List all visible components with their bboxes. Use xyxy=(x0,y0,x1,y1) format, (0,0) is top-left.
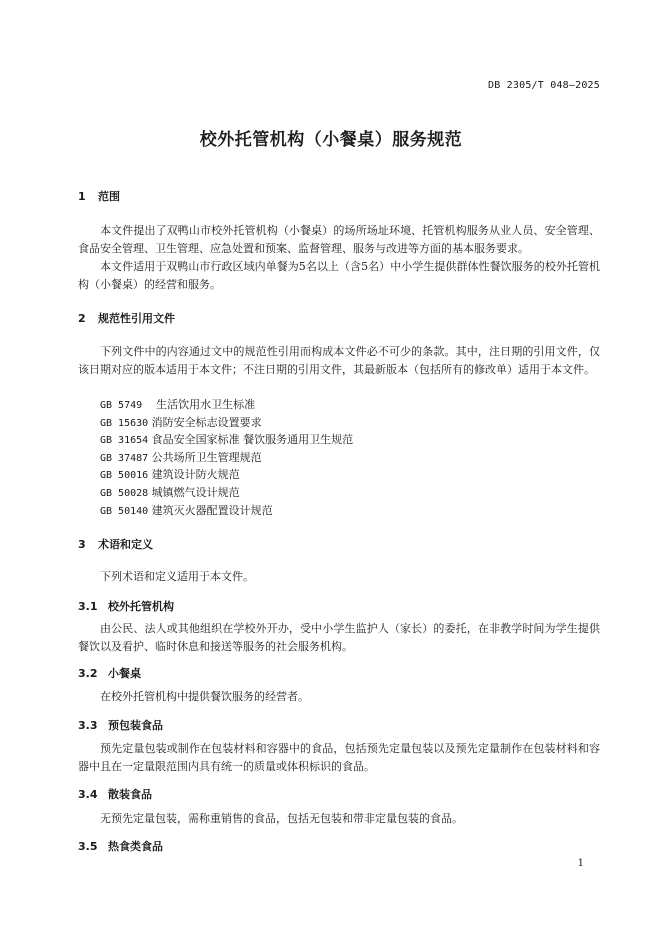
term-number: 3.1 xyxy=(78,600,98,613)
reference-code: GB 50028 xyxy=(100,488,149,499)
document-title: 校外托管机构（小餐桌）服务规范 xyxy=(199,130,463,150)
term-title: 预包装食品 xyxy=(108,719,163,732)
term-number: 3.4 xyxy=(78,788,98,801)
reference-code: GB 15630 xyxy=(100,417,149,429)
document-number: DB 2305/T 048—2025 xyxy=(488,80,600,91)
reference-item xyxy=(100,414,262,433)
reference-code: GB 5749 xyxy=(100,400,143,411)
term-number: 3.2 xyxy=(78,667,98,680)
term-3-4-heading xyxy=(78,786,152,802)
section-number: 1 xyxy=(78,190,86,203)
reference-item xyxy=(100,449,262,468)
term-title: 校外托管机构 xyxy=(108,600,174,613)
reference-title: 公共场所卫生管理规范 xyxy=(151,450,262,464)
reference-code: GB 50016 xyxy=(100,470,149,482)
section-1-paragraph-1: 本文件提出了双鸭山市校外托管机构（小餐桌）的场所场址环境、托管机构服务从业人员、安全管理、食品安全管理、卫生管理、应急处置和预案、监督管理、服务与改进等方面的基本服务要求。 xyxy=(78,224,600,255)
reference-item xyxy=(100,466,240,485)
reference-title: 建筑灭火器配置设计规范 xyxy=(151,503,273,517)
term-3-2-definition: 在校外托管机构中提供餐饮服务的经营者。 xyxy=(100,690,309,703)
section-2-heading xyxy=(78,310,175,326)
reference-title: 建筑设计防火规范 xyxy=(151,468,240,482)
page-number: 1 xyxy=(577,858,584,869)
term-title: 散装食品 xyxy=(108,788,152,801)
reference-item xyxy=(100,484,240,503)
section-number: 2 xyxy=(78,312,86,325)
reference-item xyxy=(100,431,353,450)
section-1-paragraph-2: 本文件适用于双鸭山市行政区域内单餐为5名以上（含5名）中小学生提供群体性餐饮服务的校外托管机构（小餐桌）的经营和服务。 xyxy=(78,260,600,291)
reference-title: 食品安全国家标准 餐饮服务通用卫生规范 xyxy=(151,433,354,447)
section-2-paragraph-1: 下列文件中的内容通过文中的规范性引用而构成本文件必不可少的条款。其中，注日期的引用文件，仅该日期对应的版本适用于本文件；不注日期的引用文件，其最新版本（包括所有的修改单）适用于本文件。 xyxy=(78,345,600,376)
reference-code: GB 37487 xyxy=(100,452,149,464)
reference-code: GB 50140 xyxy=(100,505,149,517)
section-3-paragraph-1: 下列术语和定义适用于本文件。 xyxy=(100,570,254,583)
term-title: 小餐桌 xyxy=(108,667,141,680)
reference-item xyxy=(100,396,255,415)
section-1-heading xyxy=(78,188,120,204)
term-number: 3.5 xyxy=(78,840,98,853)
section-3-heading xyxy=(78,536,153,552)
section-title: 规范性引用文件 xyxy=(98,312,175,325)
section-title: 术语和定义 xyxy=(98,538,153,551)
section-number: 3 xyxy=(78,538,86,551)
term-3-5-heading xyxy=(78,838,163,854)
term-3-3-heading xyxy=(78,717,163,733)
term-3-3-definition: 预先定量包装或制作在包装材料和容器中的食品，包括预先定量包装以及预先定量制作在包装材料和容器中且在一定量限范围内具有统一的质量或体积标识的食品。 xyxy=(78,742,600,773)
term-number: 3.3 xyxy=(78,719,98,732)
reference-item xyxy=(100,502,273,521)
term-3-1-definition: 由公民、法人或其他组织在学校外开办，受中小学生监护人（家长）的委托，在非教学时间为学生提供餐饮以及看护、临时休息和接送等服务的社会服务机构。 xyxy=(78,622,600,653)
reference-title: 消防安全标志设置要求 xyxy=(151,415,262,429)
section-title: 范围 xyxy=(98,190,120,203)
term-title: 热食类食品 xyxy=(108,840,163,853)
reference-code: GB 31654 xyxy=(100,435,149,447)
term-3-2-heading xyxy=(78,665,141,681)
reference-title: 城镇燃气设计规范 xyxy=(151,486,240,499)
term-3-1-heading xyxy=(78,598,174,614)
reference-title: 生活饮用水卫生标准 xyxy=(156,398,256,411)
term-3-4-definition: 无预先定量包装，需称重销售的食品，包括无包装和带非定量包装的食品。 xyxy=(100,812,463,825)
